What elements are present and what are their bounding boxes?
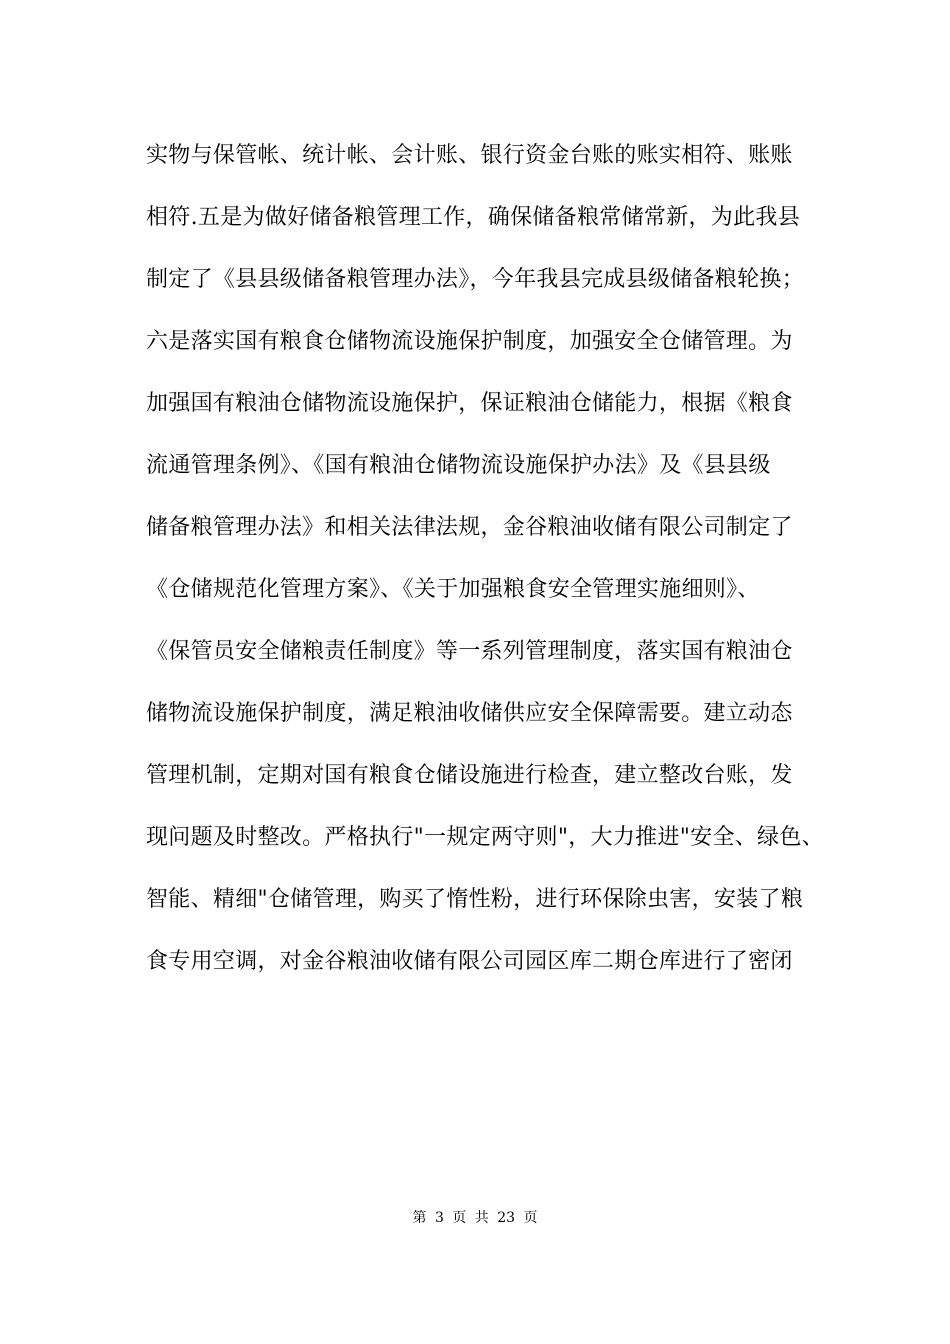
- text-line: 流通管理条例》、《国有粮油仓储物流设施保护办法》及《县县级: [146, 453, 771, 478]
- text-line: 实物与保管帐、统计帐、会计账、银行资金台账的账实相符、账账: [146, 143, 793, 168]
- text-line: 储物流设施保护制度，满足粮油收储供应安全保障需要。建立动态: [146, 701, 793, 726]
- text-line: 加强国有粮油仓储物流设施保护，保证粮油仓储能力，根据《粮食: [146, 391, 793, 416]
- text-line: 相符.五是为做好储备粮管理工作，确保储备粮常储常新，为此我县: [146, 205, 800, 230]
- text-line: 《保管员安全储粮责任制度》等一系列管理制度，落实国有粮油仓: [146, 639, 793, 664]
- text-line: 《仓储规范化管理方案》、《关于加强粮食安全管理实施细则》、: [146, 577, 760, 602]
- text-line: 六是落实国有粮食仓储物流设施保护制度，加强安全仓储管理。为: [146, 329, 793, 354]
- text-line: 食专用空调，对金谷粮油收储有限公司园区库二期仓库进行了密闭: [146, 949, 793, 974]
- text-line: 制定了《县县级储备粮管理办法》，今年我县完成县级储备粮轮换；: [146, 267, 805, 292]
- page-footer: 第 3 页 共 23 页: [412, 1210, 538, 1226]
- text-line: 智能、精细"仓储管理，购买了惰性粉，进行环保除虫害，安装了粮: [146, 887, 804, 912]
- body-text: [146, 136, 826, 1004]
- text-line: 管理机制，定期对国有粮食仓储设施进行检查，建立整改台账，发: [146, 763, 793, 788]
- text-line: 储备粮管理办法》和相关法律法规，金谷粮油收储有限公司制定了: [146, 515, 793, 540]
- text-line: 现问题及时整改。严格执行"一规定两守则"，大力推进"安全、绿色、: [146, 825, 824, 850]
